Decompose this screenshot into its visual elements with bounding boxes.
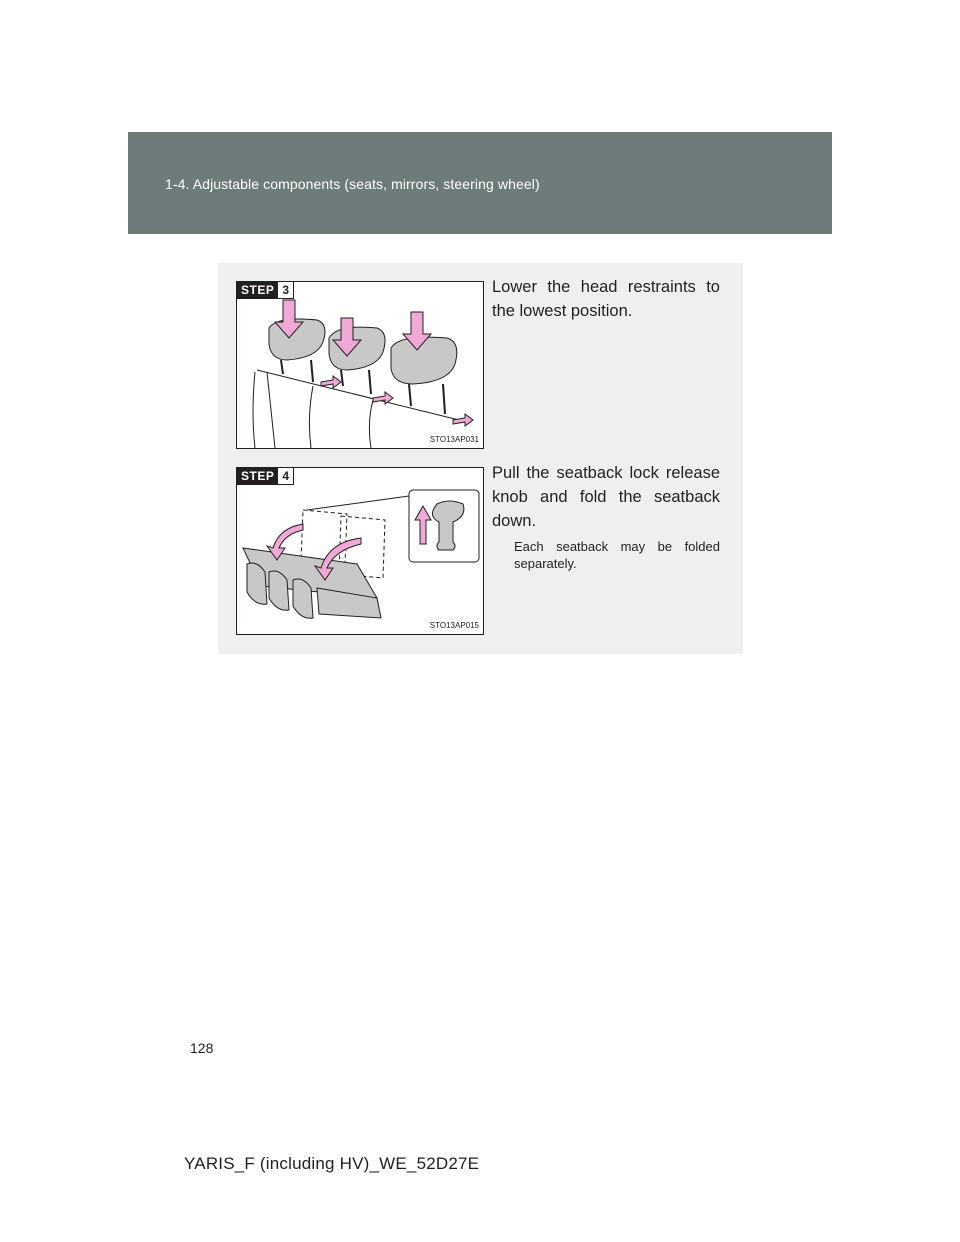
seatback-fold-illustration <box>237 468 484 635</box>
step-badge-label: STEP <box>237 282 278 299</box>
step-badge-label: STEP <box>237 468 278 485</box>
step-badge <box>237 468 294 485</box>
step-badge <box>237 282 294 299</box>
document-footer: YARIS_F (including HV)_WE_52D27E <box>184 1154 480 1173</box>
step-3-illustration <box>236 281 484 449</box>
step-4-text: Pull the seatback lock release knob and fold the seatback down. <box>492 464 720 530</box>
step-badge-number: 3 <box>278 282 294 299</box>
step-4-note: Each seatback may be folded separately. <box>514 539 720 571</box>
figure-code: STO13AP031 <box>429 435 479 444</box>
figure-code: STO13AP015 <box>429 621 479 630</box>
section-title: 1-4. Adjustable components (seats, mirrors, steering wheel) <box>165 176 540 192</box>
step-badge-number: 4 <box>278 468 294 485</box>
step-4-illustration <box>236 467 484 635</box>
step-3-text: Lower the head restraints to the lowest position. <box>492 278 720 320</box>
head-restraint-illustration <box>237 282 484 449</box>
section-header-band <box>128 132 832 234</box>
page-number: 128 <box>190 1040 214 1056</box>
instruction-box <box>218 263 743 654</box>
